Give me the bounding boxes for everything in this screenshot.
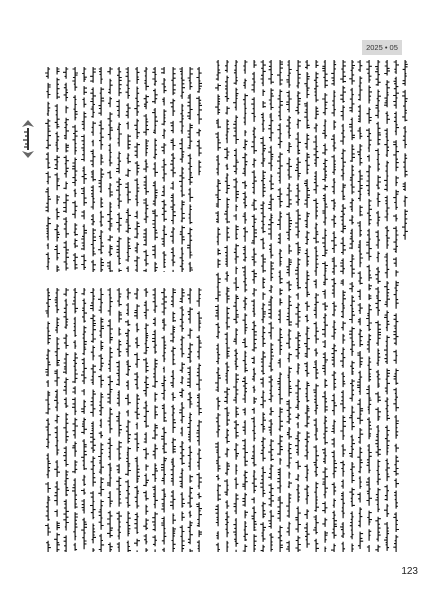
text-line <box>45 286 51 554</box>
text-line <box>63 65 69 274</box>
issue-label: 2025 • 05 <box>366 43 398 52</box>
text-line <box>152 65 158 274</box>
text-line <box>179 65 185 274</box>
text-line <box>224 58 230 554</box>
text-line <box>233 58 239 554</box>
text-line <box>45 65 51 274</box>
text-line <box>375 58 381 554</box>
text-line <box>357 58 363 554</box>
text-line <box>170 65 176 274</box>
text-line <box>322 58 328 554</box>
text-line <box>107 65 113 274</box>
text-line <box>179 286 185 554</box>
text-line <box>161 286 167 554</box>
text-line <box>340 58 346 554</box>
text-line <box>260 58 266 554</box>
text-line <box>286 58 292 554</box>
text-line <box>277 58 283 554</box>
issue-badge <box>362 40 402 55</box>
text-line <box>125 286 131 554</box>
text-column-left-top <box>45 65 210 274</box>
text-line <box>116 65 122 274</box>
text-line <box>331 58 337 554</box>
text-line <box>81 65 87 274</box>
text-line <box>366 58 372 554</box>
text-line <box>98 65 104 274</box>
text-line <box>196 65 202 274</box>
text-line <box>134 65 140 274</box>
text-line <box>402 58 408 554</box>
text-line <box>349 58 355 554</box>
text-line <box>81 286 87 554</box>
text-line <box>90 286 96 554</box>
text-line <box>143 65 149 274</box>
text-column-right <box>215 58 415 554</box>
text-line <box>384 58 390 554</box>
text-line <box>215 58 221 554</box>
text-line <box>268 58 274 554</box>
ornament-icon <box>11 118 45 160</box>
text-line <box>98 286 104 554</box>
text-line <box>313 58 319 554</box>
text-line <box>107 286 113 554</box>
text-line <box>187 286 193 554</box>
text-line <box>90 65 96 274</box>
text-line <box>152 286 158 554</box>
text-line <box>54 286 60 554</box>
text-line <box>63 286 69 554</box>
page-number: 123 <box>401 566 418 577</box>
text-line <box>187 65 193 274</box>
text-column-left-bottom <box>45 286 210 554</box>
text-line <box>54 65 60 274</box>
text-line <box>196 286 202 554</box>
text-line <box>295 58 301 554</box>
text-line <box>161 65 167 274</box>
text-line <box>72 65 78 274</box>
text-line <box>242 58 248 554</box>
text-line <box>116 286 122 554</box>
text-line <box>393 58 399 554</box>
text-line <box>170 286 176 554</box>
text-line <box>134 286 140 554</box>
text-line <box>125 65 131 274</box>
text-line <box>304 58 310 554</box>
text-line <box>143 286 149 554</box>
section-heading-ornament <box>11 118 45 160</box>
text-line <box>72 286 78 554</box>
text-line <box>251 58 257 554</box>
